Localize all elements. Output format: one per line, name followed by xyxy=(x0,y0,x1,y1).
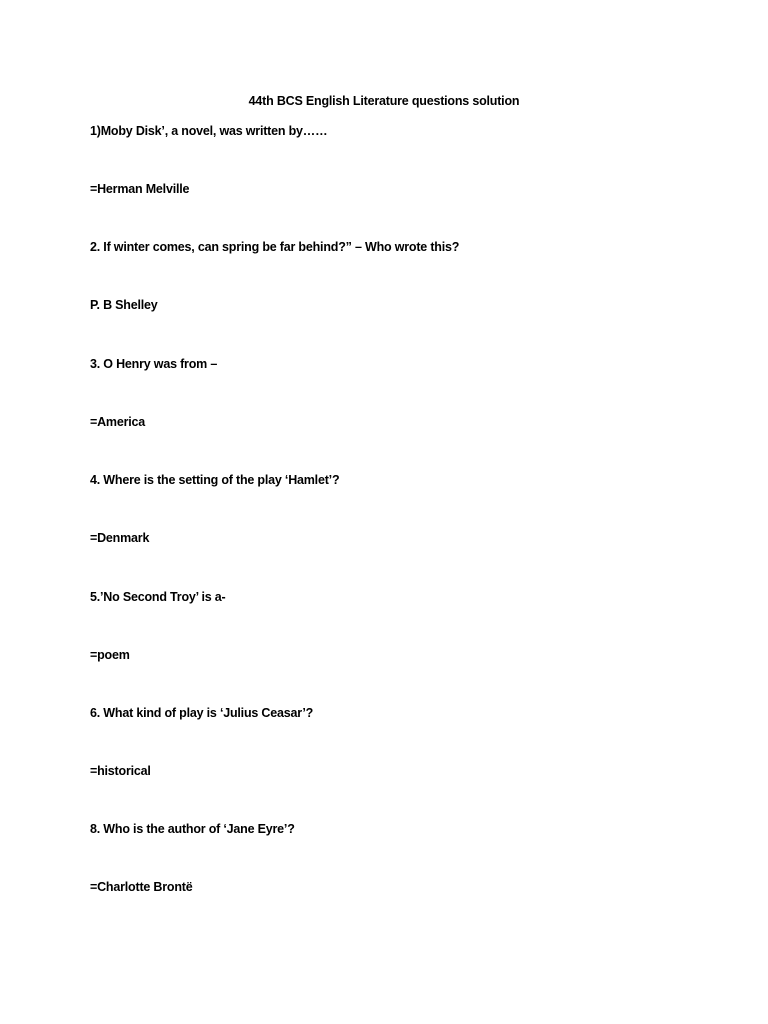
answer-5: =poem xyxy=(90,648,130,662)
question-2: 2. If winter comes, can spring be far behind?” – Who wrote this? xyxy=(90,240,460,254)
question-5: 5.’No Second Troy’ is a- xyxy=(90,590,226,604)
question-4: 4. Where is the setting of the play ‘Hamlet’? xyxy=(90,473,340,487)
question-1: 1)Moby Disk’, a novel, was written by…… xyxy=(90,124,328,138)
answer-2: P. B Shelley xyxy=(90,298,158,312)
question-8: 8. Who is the author of ‘Jane Eyre’? xyxy=(90,822,295,836)
question-6: 6. What kind of play is ‘Julius Ceasar’? xyxy=(90,706,314,720)
answer-3: =America xyxy=(90,415,146,429)
question-3: 3. O Henry was from – xyxy=(90,357,218,371)
answer-4: =Denmark xyxy=(90,531,150,545)
answer-8: =Charlotte Brontë xyxy=(90,880,193,894)
answer-6: =historical xyxy=(90,764,151,778)
answer-1: =Herman Melville xyxy=(90,182,190,196)
document-title: 44th BCS English Literature questions solution xyxy=(248,94,520,108)
